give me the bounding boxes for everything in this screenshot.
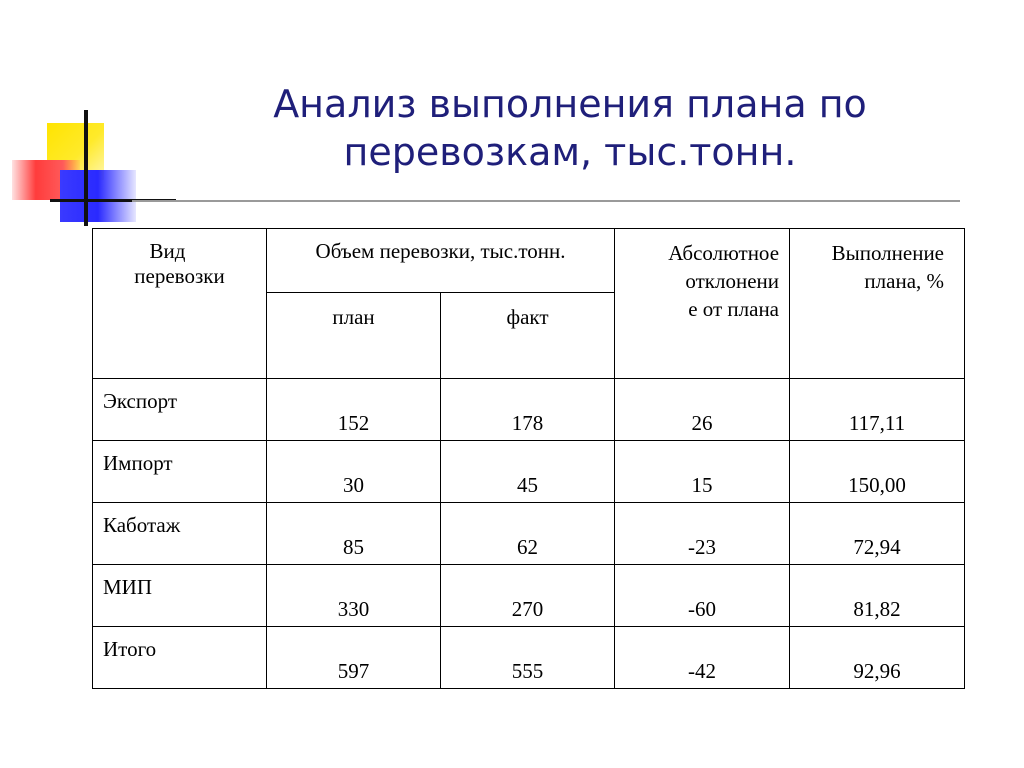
header-pct-line2: плана, % [864, 269, 945, 293]
table-row [93, 441, 965, 503]
cell-pct: 92,96 [790, 627, 965, 689]
decor-vertical-line [84, 110, 88, 226]
table-row [93, 379, 965, 441]
cell-pct: 150,00 [790, 441, 965, 503]
cell-plan: 85 [267, 503, 441, 565]
cell-fact: 62 [441, 503, 615, 565]
slide-title: Анализ выполнения плана по перевозкам, тыс.тонн. [273, 82, 867, 174]
cell-pct: 117,11 [790, 379, 965, 441]
header-abs-deviation [615, 229, 790, 379]
cell-pct: 72,94 [790, 503, 965, 565]
cell-abs: 15 [615, 441, 790, 503]
cell-abs: -60 [615, 565, 790, 627]
cell-pct: 81,82 [790, 565, 965, 627]
cell-fact: 270 [441, 565, 615, 627]
row-label: Экспорт [93, 379, 267, 441]
table-row [93, 565, 965, 627]
cell-plan: 330 [267, 565, 441, 627]
header-abs-line3: е от плана [688, 297, 780, 321]
header-abs-line1: Абсолютное [668, 241, 780, 265]
header-type-line1: Вид [149, 239, 186, 263]
row-label: Итого [93, 627, 267, 689]
cell-fact: 178 [441, 379, 615, 441]
header-plan-completion [790, 229, 965, 379]
transport-plan-table [92, 228, 965, 689]
title-underline [132, 200, 960, 202]
header-type [93, 229, 267, 379]
cell-abs: -23 [615, 503, 790, 565]
cell-plan: 597 [267, 627, 441, 689]
decor-blue-bar [60, 170, 136, 222]
header-type-line2: перевозки [134, 264, 225, 288]
header-pct-line1: Выполнение [831, 241, 945, 265]
table-row-total [93, 627, 965, 689]
cell-fact: 555 [441, 627, 615, 689]
row-label: Каботаж [93, 503, 267, 565]
header-volume: Объем перевозки, тыс.тонн. [267, 229, 615, 293]
header-plan: план [267, 293, 441, 379]
cell-plan: 30 [267, 441, 441, 503]
header-abs-line2: отклонени [685, 269, 780, 293]
cell-plan: 152 [267, 379, 441, 441]
table-row [93, 503, 965, 565]
header-fact: факт [441, 293, 615, 379]
cell-abs: -42 [615, 627, 790, 689]
cell-abs: 26 [615, 379, 790, 441]
row-label: МИП [93, 565, 267, 627]
row-label: Импорт [93, 441, 267, 503]
cell-fact: 45 [441, 441, 615, 503]
